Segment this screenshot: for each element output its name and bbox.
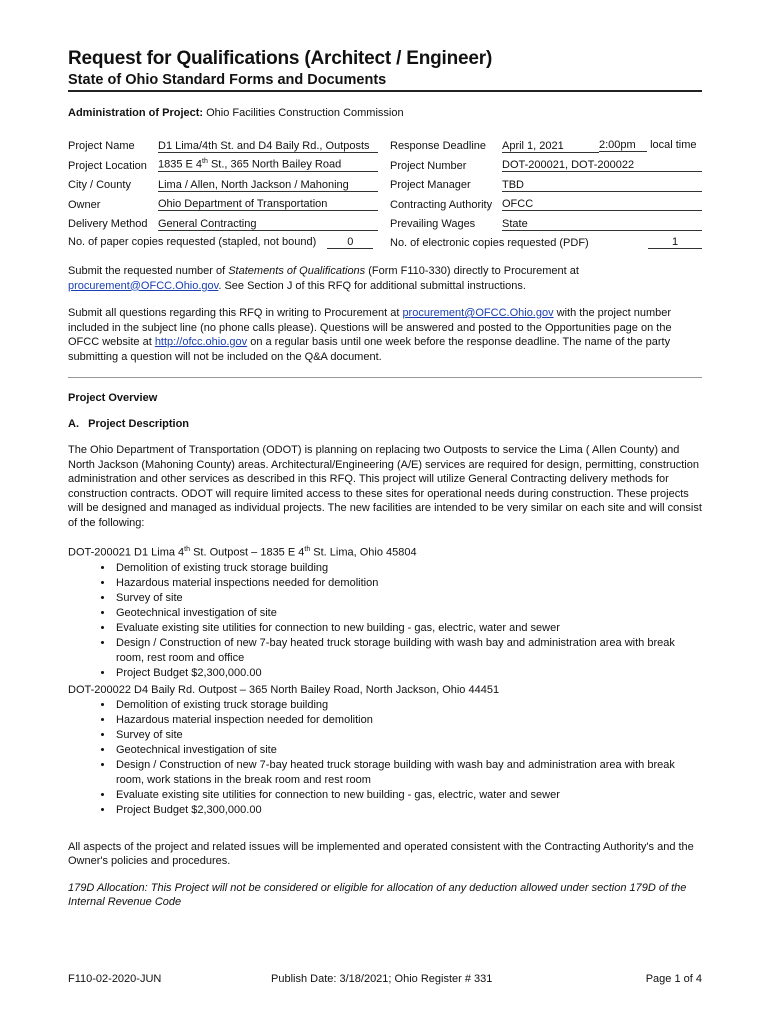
prevailing-wages-value: State xyxy=(502,211,702,231)
project-number-label: Project Number xyxy=(390,159,467,172)
project-number-value: DOT-200021, DOT-200022 xyxy=(502,152,702,172)
list-item: • Survey of site xyxy=(114,728,702,743)
site1-heading: DOT-200021 D1 Lima 4th St. Outpost – 1835 E 4th St. Lima, Ohio 45804 xyxy=(68,546,417,559)
administration-line xyxy=(68,107,702,119)
city-county-label: City / County xyxy=(68,179,131,191)
project-manager-value: TBD xyxy=(502,172,702,192)
list-item: • Project Budget $2,300,000.00 xyxy=(114,803,702,818)
submit-paragraph xyxy=(68,264,702,293)
owner-label: Owner xyxy=(68,198,101,211)
questions-paragraph xyxy=(68,306,702,364)
submit-text: . See Section J of this RFQ for additional submittal instructions. xyxy=(218,279,526,292)
project-description-text: The Ohio Department of Transportation (ODOT) is planning on replacing two Outposts to service the Lima ( Allen County) and North Jackson (Mahoning County) areas. Architectural/Engineering (A/E) services are required for design, permitting, construction administration and other services as described in this RFQ. This project will utilize General Contracting delivery methods for construction contracts. ODOT will require limited access to these sites for operational needs during construction. These projects will be designed and managed as individual projects. The new facilities are intended to be very similar on each site and will consist of the following: xyxy=(68,444,702,529)
project-location-label: Project Location xyxy=(68,159,147,172)
publish-date: Publish Date: 3/18/2021; Ohio Register # 331 xyxy=(271,973,493,985)
electronic-copies-value: 1 xyxy=(648,236,702,249)
administration-label: Administration of Project: xyxy=(68,107,204,119)
response-deadline-time-cell xyxy=(599,133,702,152)
list-item: • Survey of site xyxy=(114,591,702,606)
allocation-paragraph: 179D Allocation: This Project will not be considered or eligible for allocation of any deduction allowed under section 179D of the Internal Revenue Code xyxy=(68,881,687,909)
questions-text: Submit all questions regarding this RFQ in writing to Procurement at xyxy=(68,307,403,319)
project-overview-heading: Project Overview xyxy=(68,392,158,404)
questions-text: with the project number included in the subject line (no phone calls please). Questions will be answered and posted to the Opportunities page on the OFCC website at xyxy=(68,307,672,348)
divider xyxy=(68,377,702,378)
site2-list xyxy=(68,698,702,818)
delivery-method-label: Delivery Method xyxy=(68,218,148,230)
site1-list xyxy=(68,561,702,681)
list-item: • Project Budget $2,300,000.00 xyxy=(114,666,702,681)
owner-value: Ohio Department of Transportation xyxy=(158,191,378,211)
list-item: • Hazardous material inspections needed for demolition xyxy=(114,576,702,591)
form-id: F110-02-2020-JUN xyxy=(68,973,162,985)
list-item: • Demolition of existing truck storage building xyxy=(114,698,702,713)
project-name-value: D1 Lima/4th St. and D4 Baily Rd., Outposts xyxy=(158,133,378,152)
ofcc-website-link[interactable]: http://ofcc.ohio.gov xyxy=(154,336,248,348)
project-manager-label: Project Manager xyxy=(390,179,471,191)
list-item: • Geotechnical investigation of site xyxy=(114,743,702,758)
response-deadline-date: April 1, 2021 xyxy=(502,133,599,152)
info-row xyxy=(68,172,702,192)
project-location-value: 1835 E 4th St., 365 North Bailey Road xyxy=(158,152,378,172)
list-item: • Hazardous material inspection needed for demolition xyxy=(114,713,702,728)
page-title: Request for Qualifications (Architect / Engineer) xyxy=(68,48,493,69)
info-row xyxy=(68,152,702,172)
paper-copies-cell xyxy=(68,230,378,249)
prevailing-wages-label: Prevailing Wages xyxy=(390,218,476,230)
list-item: • Design / Construction of new 7-bay heated truck storage building with wash bay and administration area with break room, work stations in the break room and rest room xyxy=(114,758,702,788)
project-info-table xyxy=(68,133,702,249)
soq-title: Statements of Qualifications xyxy=(228,265,366,277)
document-page xyxy=(68,48,702,910)
project-description-heading: A. Project Description xyxy=(68,418,190,430)
info-row xyxy=(68,191,702,211)
paper-copies-value: 0 xyxy=(327,236,373,249)
info-row xyxy=(68,133,702,152)
electronic-copies-label: No. of electronic copies requested (PDF) xyxy=(390,237,589,249)
delivery-method-value: General Contracting xyxy=(158,211,378,231)
list-item: • Geotechnical investigation of site xyxy=(114,606,702,621)
local-time-label: local time xyxy=(650,139,697,151)
questions-text: on a regular basis until one week before the response deadline. The name of the party submitting a question will not be included on the Q&A document. xyxy=(68,336,671,363)
submit-text: Submit the requested number of xyxy=(68,265,229,277)
project-name-label: Project Name xyxy=(68,140,135,152)
response-deadline-label: Response Deadline xyxy=(390,140,487,152)
aspects-paragraph: All aspects of the project and related issues will be implemented and operated consistent with the Contracting Authority's and the Owner's policies and procedures. xyxy=(68,840,694,868)
contracting-authority-label: Contracting Authority xyxy=(390,198,493,211)
page-number: Page 1 of 4 xyxy=(645,973,702,985)
city-county-value: Lima / Allen, North Jackson / Mahoning xyxy=(158,172,378,192)
page-subtitle: State of Ohio Standard Forms and Documents xyxy=(68,71,702,92)
paper-copies-label: No. of paper copies requested (stapled, not bound) xyxy=(68,236,317,248)
info-row xyxy=(68,211,702,231)
site2-heading: DOT-200022 D4 Baily Rd. Outpost – 365 North Bailey Road, North Jackson, Ohio 44451 xyxy=(68,683,500,696)
response-deadline-time: 2:00pm xyxy=(599,139,647,152)
contracting-authority-value: OFCC xyxy=(502,191,702,211)
procurement-email-link[interactable]: procurement@OFCC.Ohio.gov xyxy=(402,307,554,319)
list-item: • Design / Construction of new 7-bay heated truck storage building with wash bay and administration area with break room, rest room and office xyxy=(114,636,702,666)
administration-value: Ohio Facilities Construction Commission xyxy=(206,107,404,119)
list-item: • Evaluate existing site utilities for connection to new building - gas, electric, water and sewer xyxy=(114,621,702,636)
list-item: • Evaluate existing site utilities for connection to new building - gas, electric, water and sewer xyxy=(114,788,702,803)
list-item: • Demolition of existing truck storage building xyxy=(114,561,702,576)
info-row xyxy=(68,230,702,249)
submit-text: (Form F110-330) directly to Procurement at xyxy=(365,265,579,277)
electronic-copies-cell xyxy=(599,230,702,249)
procurement-email-link[interactable]: procurement@OFCC.Ohio.gov xyxy=(68,279,219,292)
